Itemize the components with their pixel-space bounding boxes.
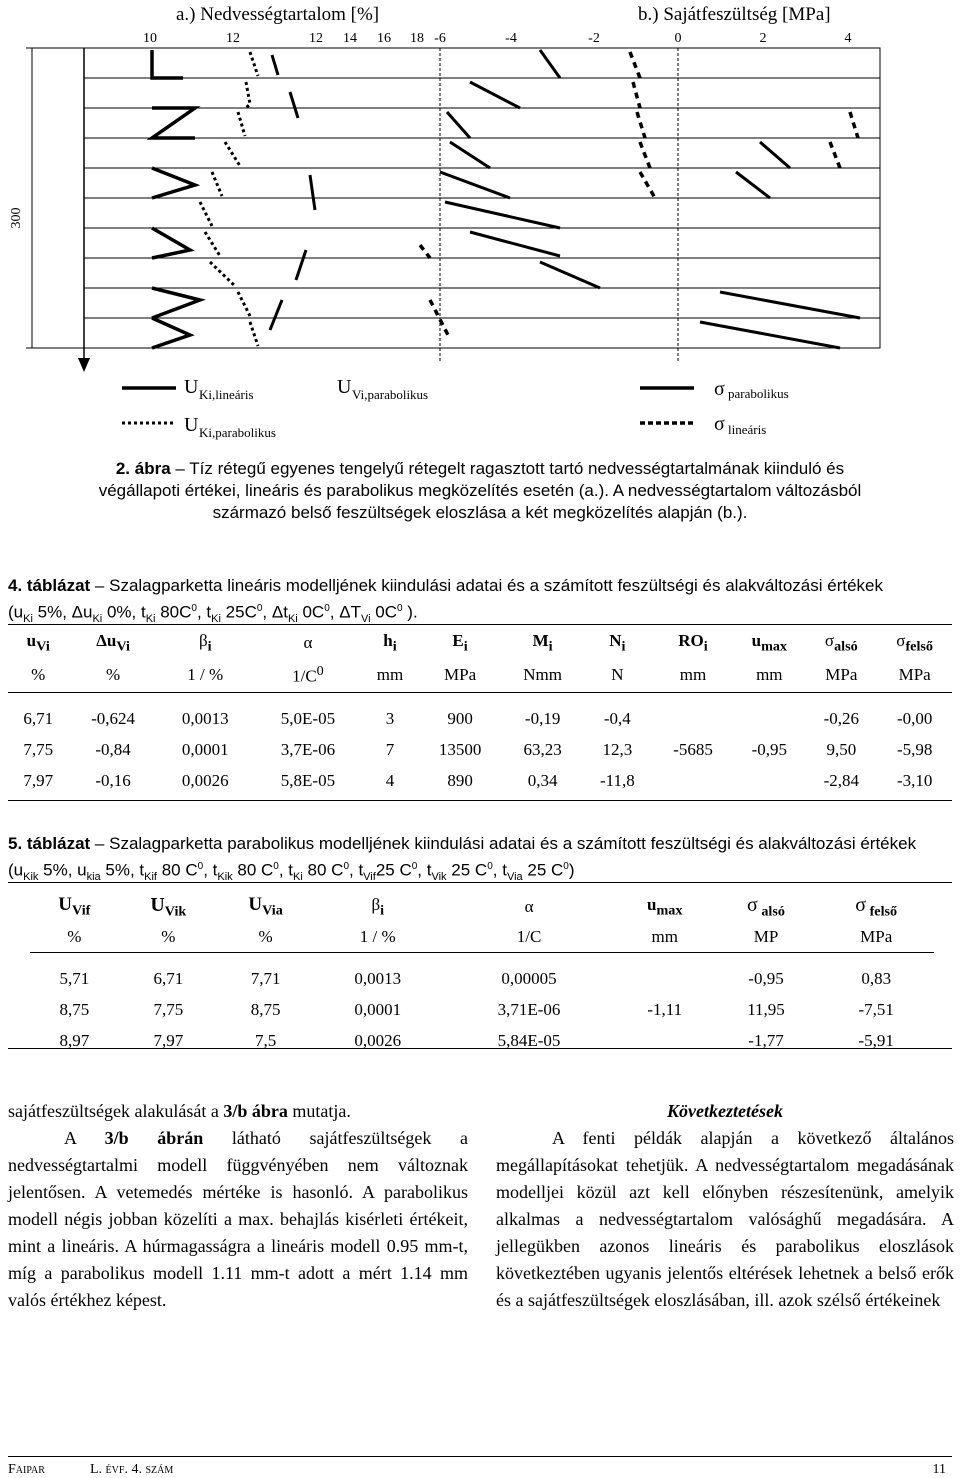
table4-row: 7,97 -0,16 0,0026 5,8E-05 4 890 0,34 -11,8 -2,84 -3,10 [23,770,933,790]
table5 [30,892,934,1056]
table4-header-row [8,628,952,658]
axis-b-tick: 2 [759,31,767,46]
u-ki-linear-curve [152,50,200,348]
table4-unit: MPa [825,664,858,684]
table4-caption: 4. táblázat – Szalagparketta lineáris modelljének kiindulási adatai és a számított feszültségi és alakváltozási értékek ($u_{Ki}$ 5%, $\Delta u_{Ki}$ 0%, $t_{Ki}$ $80C^0$, $t_{Ki}$ $25C^0$, $\Delta t_{Ki}$ $0C^0$, $\Delta T_{Vi}$ $0C^0$ ). [8,576,884,626]
table4-header: $\beta_i$ [198,630,212,655]
table5-header: $U_{Vik}$ [150,893,187,920]
table5-header: σ $_{felső}$ [855,893,898,920]
u-vi-parabolic-curve [270,55,315,330]
axis-b-tick: 4 [844,31,852,46]
table4-header: $\sigma_{alsó}$ [824,630,858,655]
table5-header: $\beta_i$ [371,894,385,919]
axis-a-tick: 12 [226,31,240,46]
left-column [8,1098,468,1314]
sigma-parabolic-curve [440,50,860,348]
table4-row: 7,75 -0,84 0,0001 3,7E-06 7 13500 63,23 12,3 -5685 -0,95 9,50 -5,98 [23,739,933,759]
table5-number: 5. táblázat [8,834,91,853]
figure-caption-number: 2. ábra [115,459,171,478]
table4-unit: N [611,664,624,684]
table4-header: α [303,633,313,652]
table4-header: $M_i$ [532,630,553,655]
table5-row: 8,97 7,97 7,5 0,0026 5,84E-05 -1,77 -5,91 [59,1030,894,1050]
table4-header: $\Delta u_{Vi}$ [96,630,130,655]
table4-unit: 1 / % [187,664,224,684]
table4-unit: $1/C^0$ [292,662,324,686]
legend-u-ki-lin: U [184,376,199,398]
axis-b-tick: -6 [434,31,446,46]
table4-unit: % [31,664,46,684]
table4-header: $RO_i$ [678,630,708,655]
table4-caption-text: – Szalagparketta lineáris modelljének kiindulási adatai és a számított feszültségi és alakváltozási értékek [90,576,884,595]
table4-number: 4. táblázat [8,576,91,595]
figure-caption [80,458,880,524]
legend-u-vi-par-sub: Vi,parabolikus [352,387,429,402]
axis-a-tick: 12 [309,31,323,46]
footer-volume: L. évf. 4. szám [90,1462,174,1477]
u-ki-parabolic-curve [200,52,258,346]
axis-a-tick: 18 [410,31,424,46]
footer-page: 11 [932,1462,946,1477]
layer-lines [84,78,880,318]
sigma-linear-curve [420,52,858,335]
axis-b-tick: -4 [505,31,517,46]
legend-u-ki-par: U [184,414,199,436]
table5-row: 8,75 7,75 8,75 0,0001 3,71E-06 -1,11 11,95 -7,51 [59,999,894,1019]
table5-header: $u_{max}$ [646,894,683,919]
left-paragraph-2: A 3/b ábrán látható sajátfeszültségek a nedvességtartalmi modell függvényében nem változnak jelentősen. A vetemedés mértéke is hasonló. A parabolikus modell négis jobban közelíti a max. behajlás kisérleti értékeit, mint a lineáris. A húrmagasságra a lineáris modell 0.95 mm-t, míg a parabolikus modell 1.11 mm-t adott a mért 1.14 mm valós értékhez képest. [8,1128,469,1310]
table5-header: α [524,897,534,916]
table4 [8,628,952,796]
axis-a-tick: 10 [143,31,157,46]
right-paragraph: A fenti példák alapján a következő általános megállapításokat tehetjük. A nedvességtartalom megadásának modelljei közül azt kell előnyben részesítenünk, amelyik alkalmas a nedvességtartalom valósághű megadására. A jellegükben azonos lineáris és parabolikus eloszlások következtében ugyanis jelentős eltérések lehetnek a belső erők és a sajátfeszültségek eloszlásában, ill. azok szélső értékeinek [496,1128,954,1310]
table4-unit: Nmm [523,664,562,684]
panel-a-title: a.) Nedvességtartalom [%] [176,4,380,25]
axis-b-tick: 0 [674,31,682,46]
table5-caption: 5. táblázat – Szalagparketta parabolikus modelljének kiindulási adatai és a számított feszültségi és alakváltozási értékek ($u_{Kik}$ 5%, $u_{kia}$ 5%, $t_{Kif}$ 80 $C^0$, $t_{Kik}$ 80 $C^0$, $t_{Ki}$ 80 $C^0$, $t_{Vif}25$ $C^0$, $t_{Vik}$ 25 $C^0$, $t_{Via}$ 25 $C^0$) [8,834,917,884]
table4-caption2: (u [8,602,24,622]
table4-unit: mm [756,664,783,684]
panel-b-title: b.) Sajátfeszültség [MPa] [638,4,831,25]
left-paragraph-1: sajátfeszültségek alakulását a 3/b ábra mutatja. [8,1101,351,1121]
table4-header: $u_{max}$ [751,630,788,655]
height-label: 300 [9,207,24,229]
axis-b-tick: -2 [588,31,600,46]
table5-top-rule [8,882,952,883]
table5-header: $U_{Via}$ [248,894,283,919]
footer-rule [8,1456,952,1457]
legend-u-ki-par-sub: Ki,parabolikus [199,425,276,440]
legend [122,376,789,440]
table5-header: σ $_{alsó}$ [747,893,785,920]
table4-unit: % [106,664,121,684]
legend-u-vi-par: U [337,376,352,398]
table4-header: $\sigma_{felső}$ [896,630,933,655]
footer-journal: Faipar [8,1462,45,1477]
legend-sigma-lin-sub: lineáris [728,422,767,437]
table5-row: 5,71 6,71 7,71 0,0013 0,00005 -0,95 0,83 [59,969,892,988]
section-heading: Következtetések [667,1101,783,1121]
table4-unit: MPa [898,664,931,684]
axis-a-tick: 16 [377,31,391,46]
table4-bottom-rule [8,800,952,801]
table4-unit: mm [679,664,707,684]
right-column [496,1098,954,1314]
figure-caption-text: – Tíz rétegű egyenes tengelyű rétegelt ragasztott tartó nedvességtartalmának kiinduló és végállapoti értékei, lineáris és parabolikus megközelítés esetén (a.). A nedvességtartalom változásból származó belső feszültségek eloszlása a két megközelítés alapján (b.). [98,459,862,522]
table5-header: $U_{Vif}$ [58,894,91,919]
figure-2 [0,0,960,450]
table4-unit: mm [376,664,404,684]
table5-bottom-rule [8,1048,952,1049]
table5-caption-text: – Szalagparketta parabolikus modelljének kiindulási adatai és a számított feszültségi és alakváltozási értékek [90,834,917,853]
table4-header: $u_{Vi}$ [26,630,50,655]
table4-top-rule [8,624,952,625]
legend-sigma-lin: σ [714,413,725,435]
table4-header: $N_i$ [609,630,626,655]
table4-row: 6,71 -0,624 0,0013 5,0E-05 3 900 -0,19 -0,4 -0,26 -0,00 [23,709,933,728]
table4-header: $E_i$ [452,630,468,655]
table4-header: $h_i$ [383,630,397,655]
table4-unit: MPa [444,664,477,684]
table4-units-row [8,658,952,692]
legend-sigma-par: σ [714,378,725,400]
axis-a-tick: 14 [343,31,357,46]
legend-sigma-par-sub: parabolikus [728,386,789,401]
legend-u-ki-lin-sub: Ki,lineáris [199,387,254,402]
table5-units-row: % % % 1 / % 1/C mm MP MPa [67,926,893,946]
table5-header-row [30,892,934,922]
